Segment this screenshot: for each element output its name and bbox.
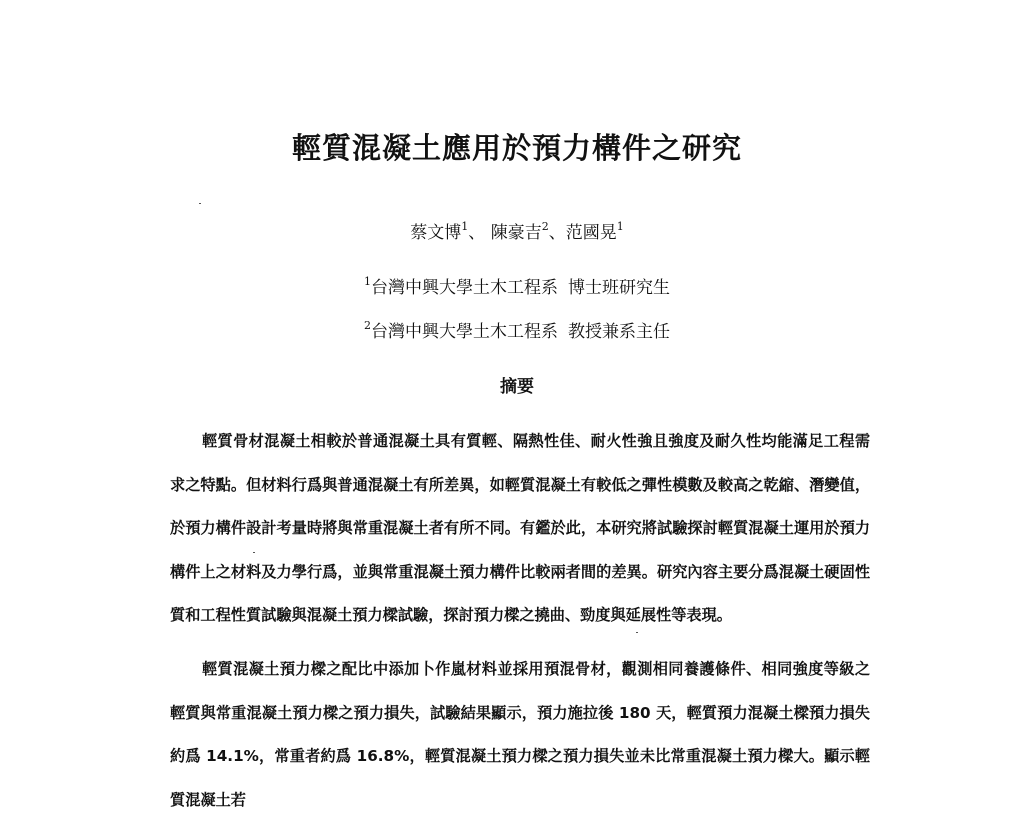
- scan-speck: [253, 552, 255, 553]
- affiliation-1: [0, 273, 1034, 298]
- abstract-paragraph-1: 輕質骨材混凝土相較於普通混凝土具有質輕、隔熱性佳、耐火性強且強度及耐久性均能滿足工程需求之特點。但材料行爲與普通混凝土有所差異，如輕質混凝土有較低之彈性模數及較高之乾縮、潛變值，於預力構件設計考量時將與常重混凝土者有所不同。有鑑於此，本研究將試驗探討輕質混凝土運用於預力構件上之材料及力學行爲，並與常重混凝土預力構件比較兩者間的差異。研究內容主要分爲混凝土硬固性質和工程性質試驗與混凝土預力樑試驗，探討預力樑之撓曲、勁度與延展性等表現。: [170, 432, 870, 624]
- paper-title: 輕質混凝土應用於預力構件之研究: [291, 131, 742, 165]
- scan-speck: [199, 203, 201, 204]
- author-affiliation-mark: 1: [461, 220, 469, 233]
- author-affiliation-mark: 1: [616, 220, 624, 233]
- author-name: 陳豪吉: [490, 223, 542, 243]
- author-name: 蔡文博: [410, 223, 462, 243]
- author-affiliation-mark: 2: [541, 220, 549, 233]
- affiliation-department: 台灣中興大學土木工程系: [371, 322, 558, 342]
- affiliation-mark: 2: [364, 319, 371, 332]
- author-separator: 、: [548, 223, 566, 243]
- author-separator: 、: [468, 223, 491, 243]
- author-name: 范國晃: [565, 223, 617, 243]
- affiliation-role: 博士班研究生: [568, 278, 670, 298]
- author-list: [0, 218, 1034, 243]
- abstract-heading: 摘要: [500, 377, 534, 397]
- scan-speck: [636, 632, 638, 633]
- affiliation-mark: 1: [364, 275, 371, 288]
- affiliation-role: 教授兼系主任: [568, 322, 670, 342]
- affiliation-department: 台灣中興大學土木工程系: [371, 278, 558, 298]
- abstract-paragraph-2: 輕質混凝土預力樑之配比中添加卜作嵐材料並採用預混骨材，觀測相同養護條件、相同強度等級之輕質與常重混凝土預力樑之預力損失，試驗結果顯示，預力施拉後 180 天，輕質預力混凝土樑預力損失約爲 14.1%，常重者約爲 16.8%，輕質混凝土預力樑之預力損失並未比常重混凝土預力樑大。顯示輕質混凝土若: [170, 660, 870, 809]
- affiliation-2: [0, 317, 1034, 342]
